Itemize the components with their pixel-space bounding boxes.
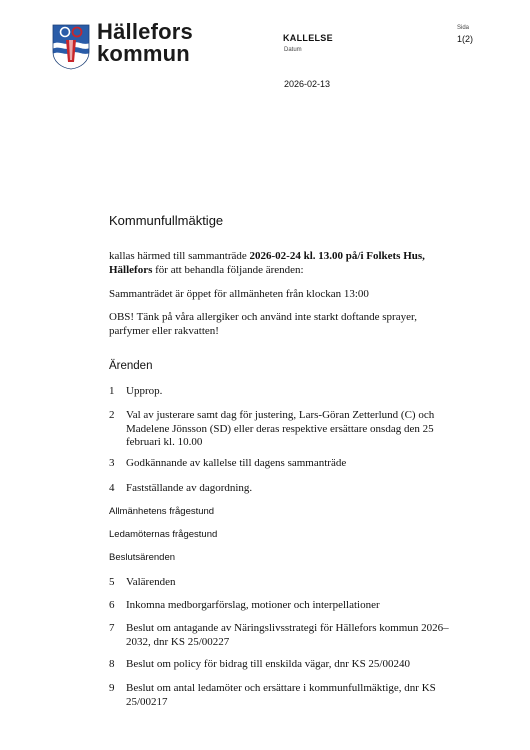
agenda-item-number: 9: [109, 682, 115, 694]
agenda-item-text: Beslut om antal ledamöter och ersättare i kommunfullmäktige, dnr KS 25/00217: [126, 682, 436, 708]
intro-paragraph: [109, 249, 454, 277]
page-title: Kommunfullmäktige: [109, 213, 224, 228]
page-number: 1(2): [457, 34, 474, 44]
agenda-item: [109, 457, 454, 471]
agenda-item-text: Fastställande av dagordning.: [126, 482, 253, 494]
intro-tail: för att behandla följande ärenden:: [152, 264, 304, 276]
agenda-item-text: Val av justerare samt dag för justering, Lars-Göran Zetterlund (C) och Madelene Jönsson (SD) eller deras respektive ersättare onsdag den 25 februari kl. 10.00: [126, 409, 435, 448]
agenda-item-number: 1: [109, 385, 115, 397]
agenda-heading: Ärenden: [109, 360, 153, 372]
agenda-item-number: 5: [109, 576, 115, 588]
public-access-note: Sammanträdet är öppet för allmänheten från klockan 13:00: [109, 288, 369, 300]
agenda-item-text: Godkännande av kallelse till dagens sammanträde: [126, 457, 347, 469]
meeting-time-place: 2026-02-24 kl. 13.00 på/i Folkets Hus, Hällefors: [109, 250, 425, 276]
municipality-coat-of-arms-icon: [52, 24, 90, 70]
municipality-logo-text: [97, 21, 193, 65]
agenda-item-text: Valärenden: [126, 576, 176, 588]
logo-text-line1: Hällefors: [97, 19, 193, 44]
agenda-item-number: 2: [109, 409, 115, 421]
agenda-item: [109, 599, 454, 613]
date-label: Datum: [284, 47, 302, 53]
section-public-questions: Allmänhetens frågestund: [109, 506, 215, 517]
agenda-item-number: 4: [109, 482, 115, 494]
document-date: 2026-02-13: [284, 79, 331, 89]
agenda-item: [109, 658, 454, 672]
page-label: Sida: [457, 25, 470, 31]
agenda-item-number: 7: [109, 622, 115, 634]
agenda-item: [109, 409, 454, 450]
agenda-item-text: Beslut om policy för bidrag till enskilda vägar, dnr KS 25/00240: [126, 658, 410, 670]
section-member-questions: Ledamöternas frågestund: [109, 529, 218, 540]
agenda-item: [109, 482, 454, 496]
agenda-item: [109, 576, 454, 590]
agenda-item-text: Beslut om antagande av Näringslivsstrategi för Hällefors kommun 2026–2032, dnr KS 25/00227: [126, 622, 449, 648]
section-decisions: Beslutsärenden: [109, 552, 176, 563]
agenda-item: [109, 385, 454, 399]
agenda-item: [109, 622, 454, 649]
logo-text-line2: kommun: [97, 41, 190, 66]
agenda-item-number: 3: [109, 457, 115, 469]
agenda-item: [109, 682, 454, 709]
agenda-item-text: Inkomna medborgarförslag, motioner och interpellationer: [126, 599, 380, 611]
document-type: KALLELSE: [283, 33, 333, 43]
agenda-item-text: Upprop.: [126, 385, 163, 397]
allergy-note: OBS! Tänk på våra allergiker och använd inte starkt doftande sprayer, parfymer eller rakvatten!: [109, 311, 417, 337]
agenda-item-number: 6: [109, 599, 115, 611]
intro-lead: kallas härmed till sammanträde: [109, 250, 250, 262]
agenda-item-number: 8: [109, 658, 115, 670]
